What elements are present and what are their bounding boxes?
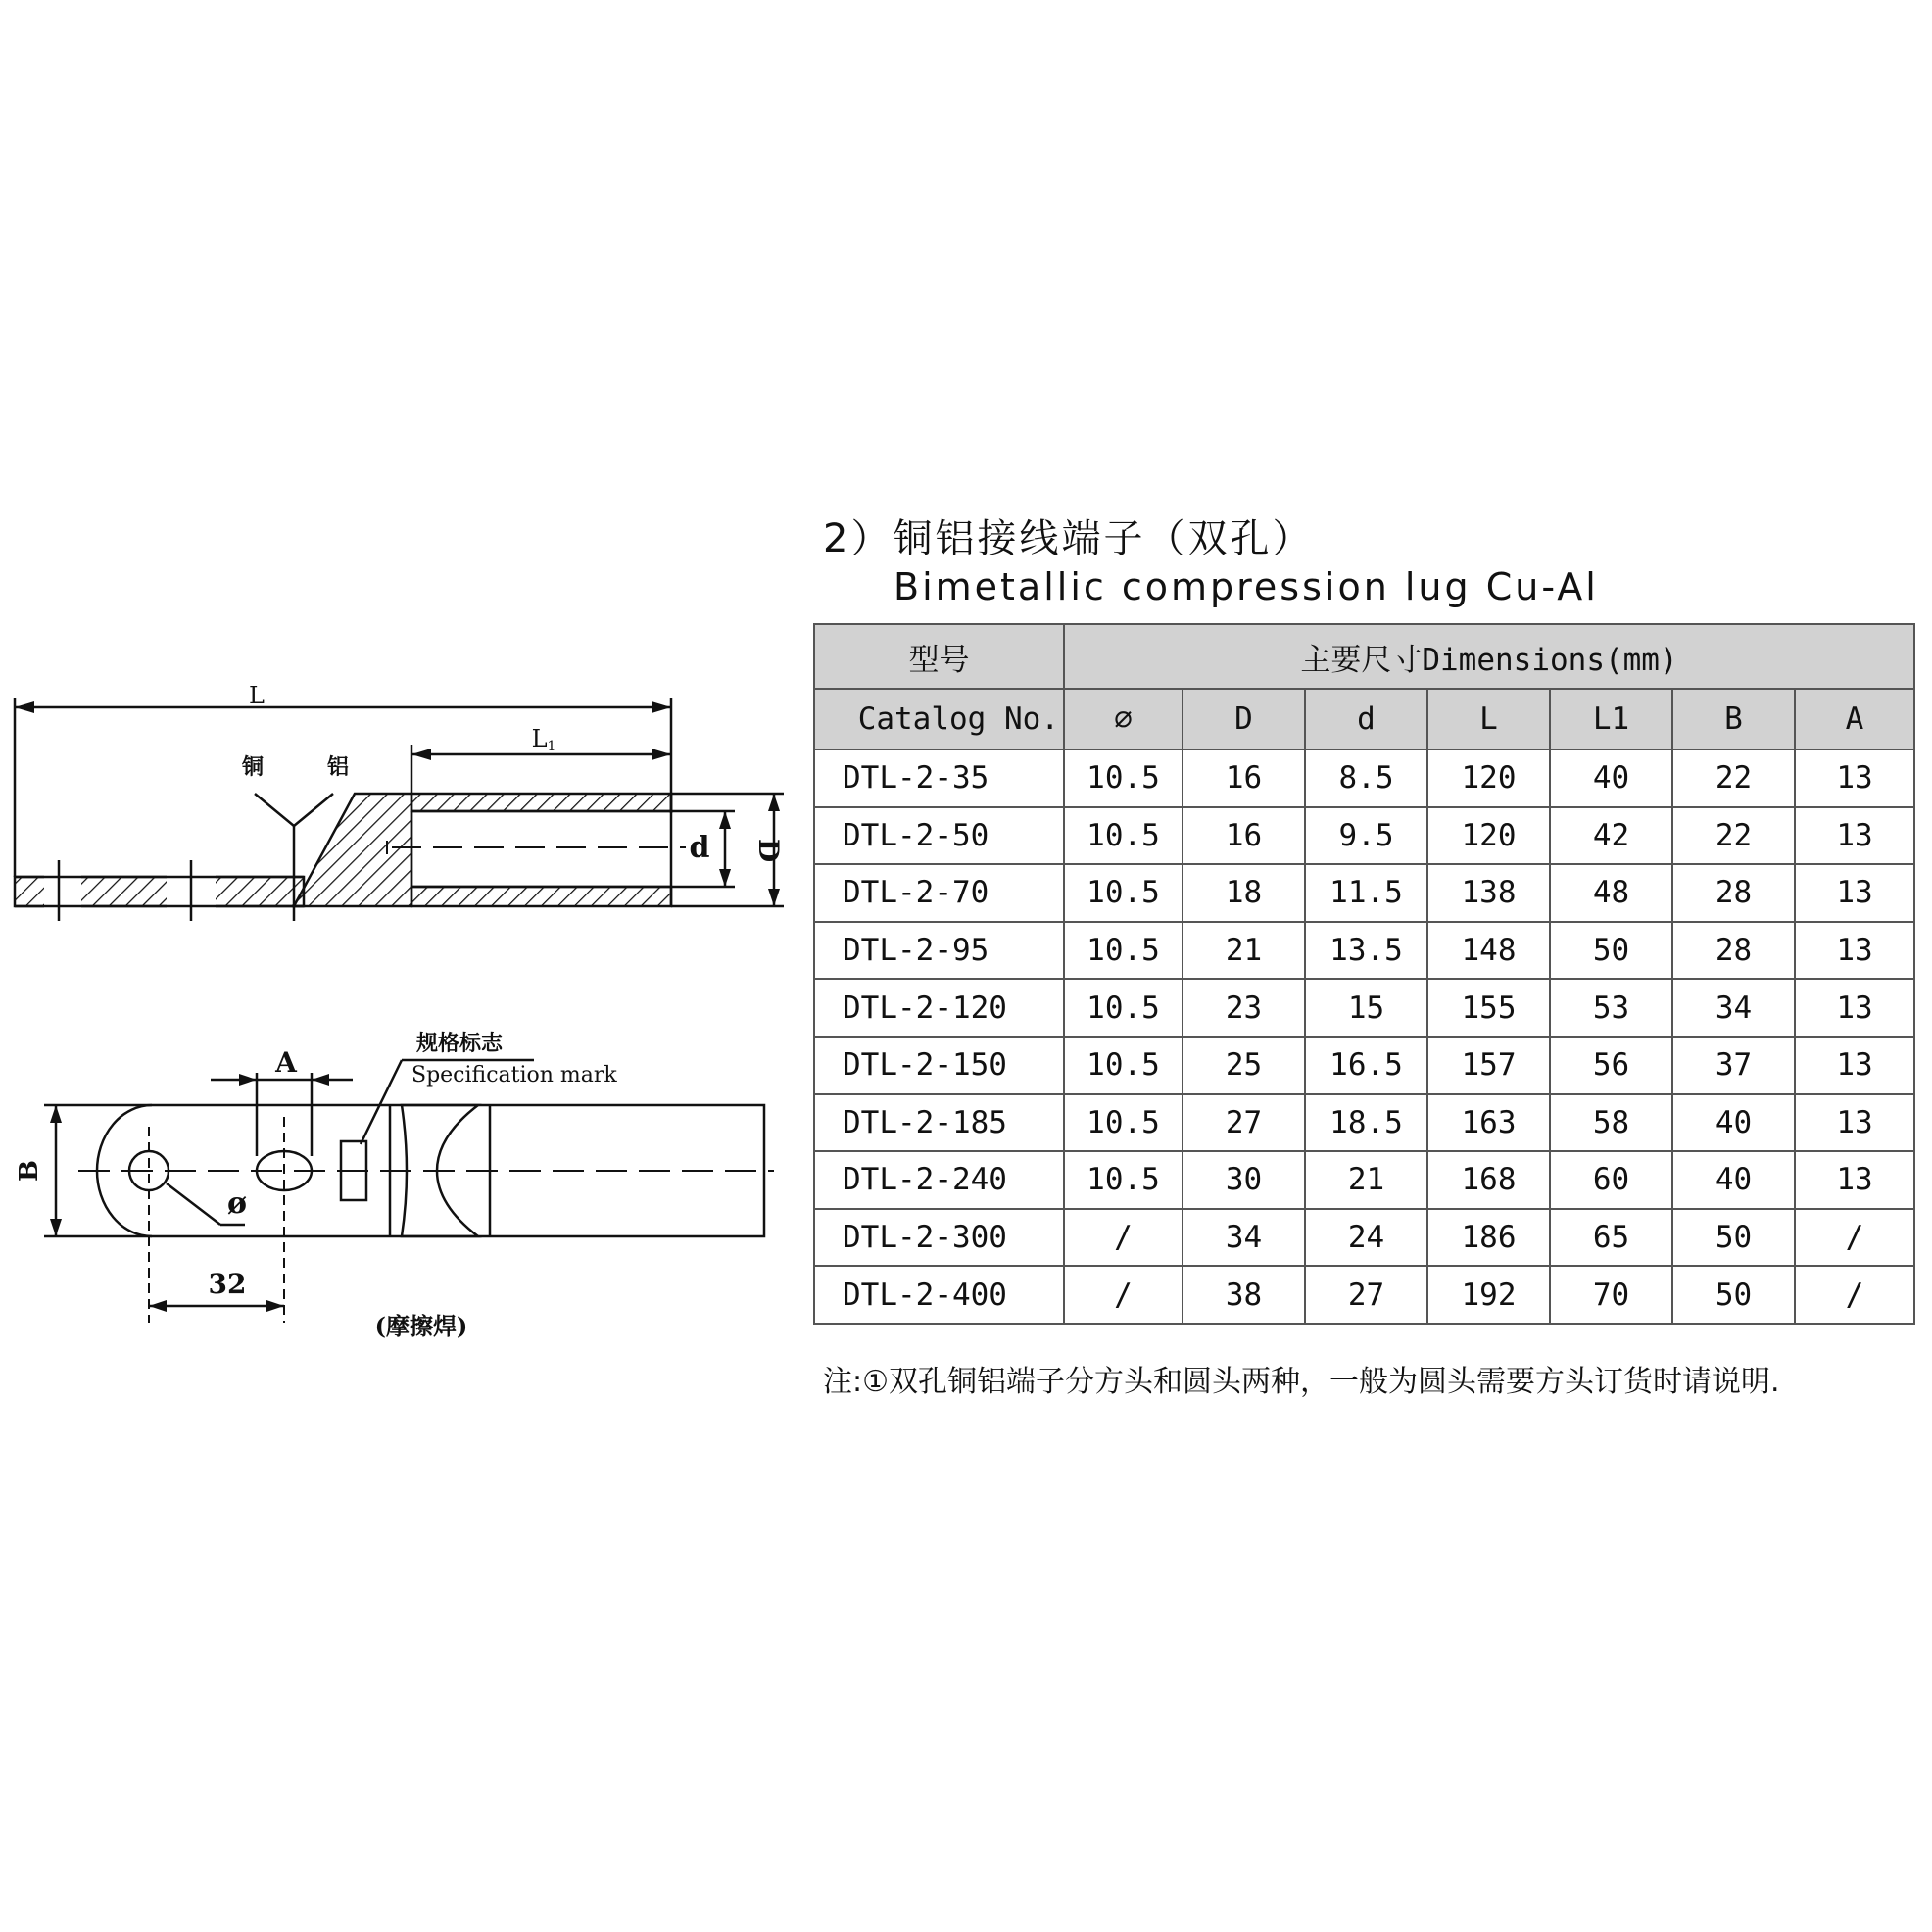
cell-d: 9.5 [1305, 807, 1427, 865]
cell-L: 120 [1427, 807, 1550, 865]
cell-L1: 70 [1550, 1266, 1672, 1324]
section-title-zh: 2）铜铝接线端子（双孔） [823, 516, 1315, 561]
cell-d: 15 [1305, 979, 1427, 1037]
plan-view [44, 1060, 774, 1323]
cell-D: 16 [1183, 807, 1305, 865]
cell-L1: 48 [1550, 864, 1672, 922]
cell-L1: 58 [1550, 1094, 1672, 1152]
cell-L: 155 [1427, 979, 1550, 1037]
cell-A: 13 [1795, 979, 1914, 1037]
cell-D: 38 [1183, 1266, 1305, 1324]
cell-D: 23 [1183, 979, 1305, 1037]
cell-catalog: DTL-2-95 [814, 922, 1064, 980]
cell-L1: 60 [1550, 1151, 1672, 1209]
cell-d: 21 [1305, 1151, 1427, 1209]
cell-L: 120 [1427, 749, 1550, 807]
table-row [814, 1037, 1914, 1094]
cell-phi: 10.5 [1064, 864, 1183, 922]
cell-B: 50 [1672, 1209, 1795, 1267]
table-row [814, 979, 1914, 1037]
cell-A: 13 [1795, 922, 1914, 980]
cell-D: 30 [1183, 1151, 1305, 1209]
cell-L1: 65 [1550, 1209, 1672, 1267]
header-col-L: L [1427, 689, 1550, 749]
section-heading [823, 514, 1599, 610]
cell-B: 40 [1672, 1151, 1795, 1209]
table-row [814, 864, 1914, 922]
cell-L1: 50 [1550, 922, 1672, 980]
label-B: B [15, 1160, 44, 1182]
header-col-L1: L1 [1550, 689, 1672, 749]
section-view [15, 698, 784, 921]
cell-B: 40 [1672, 1094, 1795, 1152]
cell-d: 27 [1305, 1266, 1427, 1324]
cell-B: 22 [1672, 749, 1795, 807]
cell-d: 13.5 [1305, 922, 1427, 980]
cell-catalog: DTL-2-185 [814, 1094, 1064, 1152]
cell-d: 24 [1305, 1209, 1427, 1267]
table-header-row-1 [814, 624, 1914, 689]
section-title-en: Bimetallic compression lug Cu-Al [894, 565, 1599, 608]
cell-catalog: DTL-2-35 [814, 749, 1064, 807]
cell-d: 16.5 [1305, 1037, 1427, 1094]
cell-L: 163 [1427, 1094, 1550, 1152]
label-aluminum: 铝 [326, 754, 350, 780]
table-row [814, 922, 1914, 980]
cell-A: / [1795, 1266, 1914, 1324]
cell-phi: 10.5 [1064, 1094, 1183, 1152]
cell-phi: 10.5 [1064, 749, 1183, 807]
cell-L: 157 [1427, 1037, 1550, 1094]
cell-B: 28 [1672, 864, 1795, 922]
cell-phi: / [1064, 1266, 1183, 1324]
cell-B: 22 [1672, 807, 1795, 865]
cell-D: 25 [1183, 1037, 1305, 1094]
header-col-d: d [1305, 689, 1427, 749]
spec-mark-en: Specification mark [411, 1063, 617, 1087]
cell-D: 16 [1183, 749, 1305, 807]
cell-D: 27 [1183, 1094, 1305, 1152]
label-L1-subscript: 1 [547, 739, 556, 754]
cell-phi: / [1064, 1209, 1183, 1267]
cell-catalog: DTL-2-50 [814, 807, 1064, 865]
cell-d: 8.5 [1305, 749, 1427, 807]
label-d: d [689, 831, 710, 865]
cell-d: 18.5 [1305, 1094, 1427, 1152]
spec-mark-zh: 规格标志 [416, 1031, 504, 1056]
label-copper: 铜 [241, 754, 265, 780]
cell-catalog: DTL-2-400 [814, 1266, 1064, 1324]
table-row [814, 1209, 1914, 1267]
table-row [814, 1151, 1914, 1209]
label-A: A [275, 1046, 297, 1079]
cell-phi: 10.5 [1064, 1037, 1183, 1094]
cell-phi: 10.5 [1064, 922, 1183, 980]
header-dimensions: 主要尺寸Dimensions(mm) [1064, 624, 1914, 689]
cell-L: 186 [1427, 1209, 1550, 1267]
cell-L: 168 [1427, 1151, 1550, 1209]
header-col-A: A [1795, 689, 1914, 749]
cell-B: 28 [1672, 922, 1795, 980]
cell-L1: 56 [1550, 1037, 1672, 1094]
cell-phi: 10.5 [1064, 1151, 1183, 1209]
technical-drawing [0, 0, 803, 1372]
header-catalog-zh: 型号 [814, 624, 1064, 689]
cell-phi: 10.5 [1064, 979, 1183, 1037]
cell-B: 37 [1672, 1037, 1795, 1094]
drawing-caption: (摩擦焊) [374, 1312, 468, 1340]
cell-A: / [1795, 1209, 1914, 1267]
header-catalog-en: Catalog No. [814, 689, 1064, 749]
dimensions-table [813, 623, 1915, 1325]
cell-A: 13 [1795, 807, 1914, 865]
cell-A: 13 [1795, 1094, 1914, 1152]
cell-catalog: DTL-2-120 [814, 979, 1064, 1037]
cell-L: 138 [1427, 864, 1550, 922]
cell-L1: 42 [1550, 807, 1672, 865]
header-col-D: D [1183, 689, 1305, 749]
table-row [814, 1094, 1914, 1152]
label-L: L [249, 682, 265, 709]
cell-d: 11.5 [1305, 864, 1427, 922]
label-phi: ø [226, 1186, 248, 1221]
cell-B: 34 [1672, 979, 1795, 1037]
header-col-B: B [1672, 689, 1795, 749]
cell-catalog: DTL-2-70 [814, 864, 1064, 922]
cell-A: 13 [1795, 864, 1914, 922]
cell-phi: 10.5 [1064, 807, 1183, 865]
table-row [814, 749, 1914, 807]
cell-L: 192 [1427, 1266, 1550, 1324]
cell-catalog: DTL-2-300 [814, 1209, 1064, 1267]
table-header-row-2 [814, 689, 1914, 749]
label-D: D [752, 838, 785, 863]
cell-L1: 40 [1550, 749, 1672, 807]
cell-B: 50 [1672, 1266, 1795, 1324]
cell-A: 13 [1795, 1037, 1914, 1094]
table-row [814, 807, 1914, 865]
footnote: 注:①双孔铜铝端子分方头和圆头两种，一般为圆头需要方头订货时请说明. [823, 1365, 1780, 1399]
header-col-phi: ⌀ [1064, 689, 1183, 749]
label-32: 32 [208, 1268, 247, 1300]
cell-L1: 53 [1550, 979, 1672, 1037]
cell-L: 148 [1427, 922, 1550, 980]
table-row [814, 1266, 1914, 1324]
cell-catalog: DTL-2-150 [814, 1037, 1064, 1094]
cell-A: 13 [1795, 1151, 1914, 1209]
cell-D: 21 [1183, 922, 1305, 980]
cell-catalog: DTL-2-240 [814, 1151, 1064, 1209]
label-L1: L1 [531, 725, 556, 754]
cell-A: 13 [1795, 749, 1914, 807]
cell-D: 34 [1183, 1209, 1305, 1267]
cell-D: 18 [1183, 864, 1305, 922]
